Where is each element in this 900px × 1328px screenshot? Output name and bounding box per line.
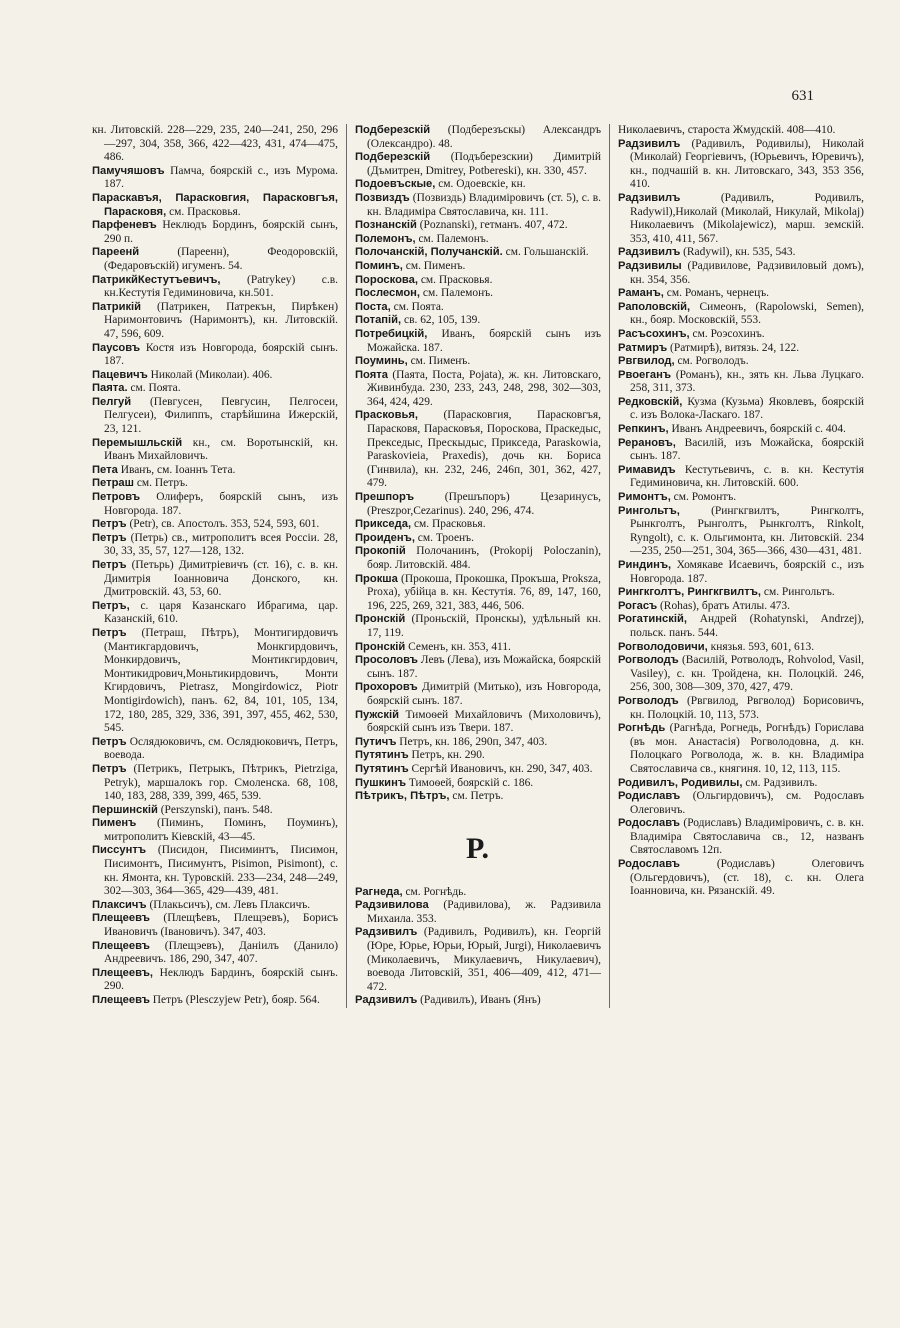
index-entry	[92, 301, 338, 342]
entry-text: Иванъ, см. Іоаннъ Тета.	[120, 463, 236, 476]
index-entry	[355, 641, 601, 655]
index-entry	[618, 641, 864, 655]
index-entry	[355, 192, 601, 219]
entry-text: Сергѣй Ивановичъ, кн. 290, 347, 403.	[411, 762, 593, 775]
entry-text: Петръ (Plesczyjew Petr), бояр. 564.	[152, 994, 320, 1006]
index-entry	[618, 260, 864, 287]
index-entry	[92, 912, 338, 939]
index-entry	[355, 274, 601, 288]
index-entry	[618, 369, 864, 396]
entry-headword: Пушкинъ	[355, 776, 406, 789]
index-entry	[618, 600, 864, 614]
entry-headword: Пужскій	[355, 708, 399, 721]
index-entry	[92, 994, 338, 1008]
index-entry	[92, 940, 338, 967]
entry-text: (Певгусен, Певгусин, Пелгосеи, Пелгусеи), Филиппъ, старѣйшина Ижерскій, 23, 121.	[104, 395, 338, 436]
entry-headword: Поста,	[355, 300, 391, 313]
index-entry	[92, 464, 338, 478]
index-entry	[92, 967, 338, 994]
entry-headword: Першинскій	[92, 803, 158, 816]
entry-headword: Петръ	[92, 531, 127, 544]
entry-headword: Прокопій	[355, 545, 406, 558]
entry-text: св. 62, 105, 139.	[404, 314, 481, 327]
entry-headword: Рогволодъ	[618, 654, 679, 667]
entry-text: (Петрь) св., митрополитъ всея Россіи. 28, 30, 33, 35, 57, 127—128, 132.	[104, 531, 338, 558]
index-entry	[618, 722, 864, 776]
entry-headword: Родославъ	[618, 858, 680, 871]
index-entry	[92, 246, 338, 273]
index-entry	[618, 124, 864, 138]
entry-text: с. царя Казанскаго Ибрагима, цар. Казанскій, 610.	[104, 599, 339, 626]
entry-text: см. Палемонъ.	[422, 287, 494, 300]
entry-text: (Perszynski), панъ. 548.	[160, 803, 273, 816]
index-column-3	[609, 124, 872, 1008]
entry-text: (Ратмирѣ), витязь. 24, 122.	[670, 341, 800, 354]
entry-text: кн. Литовскій. 228—229, 235, 240—241, 250, 296—297, 304, 358, 366, 422—423, 431, 474—475, 486.	[92, 124, 338, 164]
index-entry	[618, 423, 864, 437]
entry-headword: Петръ	[92, 626, 127, 639]
index-entry	[355, 532, 601, 546]
entry-headword: Писсунтъ	[92, 844, 146, 857]
entry-text: см. Рогволодъ.	[677, 355, 749, 368]
index-entry	[92, 396, 338, 437]
index-entry	[92, 342, 338, 369]
entry-headword: Рогатинскій,	[618, 613, 687, 626]
entry-text: Кестутьевичъ, с. в. кн. Кестутія Гедиминовича, кн. Литовскій. 600.	[630, 463, 865, 490]
entry-headword: Римонтъ,	[618, 491, 671, 504]
index-entry	[355, 314, 601, 328]
entry-text: см. Радзивилъ.	[745, 776, 818, 789]
entry-headword: Ратмиръ	[618, 341, 668, 354]
index-entry	[92, 844, 338, 898]
entry-headword: Прокша	[355, 572, 398, 585]
entry-text: (Petr), св. Апостолъ. 353, 524, 593, 601.	[129, 518, 320, 531]
entry-text: Василій, изъ Можайска, боярскій сынъ. 187.	[630, 436, 865, 463]
entry-headword: Плещеевъ	[92, 939, 150, 952]
entry-headword: Радзивилъ	[618, 137, 681, 150]
entry-headword: Радзивилы	[618, 259, 682, 272]
entry-text: (Подъберезскии) Димитрій (Дъмитрен, Dmitrey, Potbereski), кн. 330, 457.	[367, 151, 601, 177]
section-letter-heading: Р.	[465, 831, 491, 865]
index-entry	[92, 219, 338, 246]
entry-text: см. Петръ.	[452, 790, 504, 803]
entry-headword: Плещеевъ	[92, 912, 150, 925]
entry-text: Николай (Миколаи). 406.	[150, 368, 273, 381]
entry-text: (Паята, Поста, Pojata), ж. кн. Литовскаго, Живинбуда. 230, 233, 243, 248, 298, 302—303, 364, 424, 429.	[367, 368, 602, 408]
entry-headword: Радзивилъ	[355, 994, 418, 1007]
index-entry	[355, 369, 601, 410]
entry-text: Иванъ Андреевичъ, боярскій с. 404.	[671, 423, 846, 436]
entry-headword: Параскавъя, Парасковгия, Парасковгъя, Парасковя,	[92, 191, 338, 218]
entry-text: см. Романъ, чернецъ.	[666, 287, 770, 300]
index-entry	[355, 681, 601, 708]
entry-text: (Рагнѣда, Рогнедь, Рогнѣдъ) Горислава (въ мон. Анастасія) Рогволодовна, д. кн. Полоцкаго Рогволода, ж. в. кн. Владиміра Святославича св., княгиня. 10, 12, 113, 115.	[630, 722, 864, 775]
entry-headword: Рогасъ	[618, 599, 658, 612]
entry-headword: Рагнеда,	[355, 885, 403, 898]
entry-headword: Рогволодовичи,	[618, 640, 708, 653]
entry-text: (Poznanski), гетманъ. 407, 472.	[419, 219, 568, 232]
index-entry	[618, 654, 864, 695]
index-entry	[355, 233, 601, 247]
entry-text: Андрей (Rohatynski, Andrzej), польск. панъ. 544.	[630, 613, 864, 639]
entry-text: Памча, боярскій с., изъ Мурома. 187.	[104, 164, 338, 191]
index-entry	[355, 654, 601, 681]
entry-headword: Полочанскій, Получанскій.	[355, 246, 503, 259]
entry-text: (Василій, Ротволодъ, Rohvolod, Vasil, Vasiley), с. кн. Тройдена, кн. Полоцкій. 246, 256, 300, 308—309, 370, 427, 479.	[630, 654, 864, 694]
entry-text: см. Прасковья.	[413, 518, 486, 531]
entry-headword: Поята	[355, 368, 388, 381]
entry-text: (Подберезъскы) Александръ (Олександро). 48.	[367, 124, 601, 150]
index-entry	[92, 518, 338, 532]
entry-text: (Родиславъ) Олеговичъ (Ольгердовичъ), (ст. 18), с. кн. Олега Іоанновича, кн. Рязанскій. 49.	[630, 858, 864, 898]
entry-text: см. Прасковья.	[420, 273, 493, 286]
index-entry	[355, 409, 601, 491]
index-entry	[618, 301, 864, 328]
entry-text: см. Поята.	[130, 382, 181, 395]
entry-headword: Подоевъскые,	[355, 178, 436, 191]
index-entry	[92, 600, 338, 627]
index-entry	[92, 437, 338, 464]
index-entry	[618, 437, 864, 464]
entry-headword: Пороскова,	[355, 273, 418, 286]
entry-text: князья. 593, 601, 613.	[710, 640, 815, 653]
index-entry	[618, 817, 864, 858]
entry-text: Димитрій (Митько), изъ Новгорода, боярскій сынъ. 187.	[367, 681, 602, 707]
index-column-2	[346, 124, 609, 1008]
entry-text: Семенъ, кн. 353, 411.	[408, 640, 511, 653]
entry-text: см. Пименъ.	[410, 355, 471, 368]
entry-text: Левъ (Лева), изъ Можайска, боярскій сынъ. 187.	[367, 654, 601, 680]
index-entry	[355, 301, 601, 315]
entry-headword: Радзивилъ	[618, 246, 681, 259]
index-entry	[618, 858, 864, 899]
entry-headword: Пименъ	[92, 817, 137, 830]
index-entry	[355, 545, 601, 572]
entry-text: Кузма (Кузьма) Яковлевъ, боярскій с. изъ Волока-Ласкаго. 187.	[630, 395, 864, 422]
entry-text: кн., см. Воротынскій, кн. Иванъ Михайловичъ.	[104, 436, 339, 463]
entry-text: (Радивилъ, Родивилы), Николай (Миколай) Георгіевичъ, (Юрьевичъ, Юревичъ), кн., подчашій в. кн. Литовскаго, 343, 353 356, 410.	[630, 137, 864, 191]
entry-headword: Петръ	[92, 762, 127, 775]
entry-headword: Потапій,	[355, 314, 402, 327]
entry-headword: Просоловъ	[355, 654, 418, 667]
entry-headword: Путятинъ	[355, 749, 409, 762]
index-entry	[618, 491, 864, 505]
index-entry	[618, 559, 864, 586]
index-entry	[92, 627, 338, 736]
index-entry	[92, 192, 338, 219]
index-entry	[92, 274, 338, 301]
index-entry	[618, 505, 864, 559]
entry-headword: Патрикій	[92, 300, 142, 313]
entry-headword: Пацевичъ	[92, 368, 148, 381]
entry-headword: Пета	[92, 463, 118, 476]
entry-headword: Путичъ	[355, 735, 397, 748]
entry-text: (Парасковгия, Парасковгъя, Парасковя, Парасковъя, Пороскова, Праскедыс, Прекседыс, Прескыдыс, Прикседа, Paraskowia, Paraskovieia, Praxedis), дочь кн. Бориса (Гинвила), кн. 232, 246, 246п, 301, 362, 427, 479.	[367, 409, 602, 490]
entry-text: Ослядюковичъ, см. Ослядюковичъ, Петръ, воевода.	[104, 735, 338, 762]
entry-text: (Пиминъ, Поминъ, Поуминъ), митрополитъ Кіевскій, 43—45.	[104, 817, 338, 843]
entry-headword: Редковскій,	[618, 395, 683, 408]
entry-text: (Прокоша, Прокошка, Прокъша, Proksza, Proxa), убійца в. кн. Кестутія. 76, 89, 147, 160, 196, 225, 269, 321, 383, 446, 506.	[367, 572, 601, 612]
entry-headword: Познанскій	[355, 219, 417, 232]
entry-text: (Плакьсичъ), см. Левъ Плаксичъ.	[149, 898, 311, 911]
entry-text: (Писидон, Писиминтъ, Писимон, Писимонтъ, Писимунтъ, Pisimon, Pisimont), с. кн. Ямонта, кн. Туровскій. 233—234, 248—249, 302—303, 364—365, 429—439, 481.	[104, 844, 338, 898]
entry-text: см. Поята.	[393, 300, 444, 313]
entry-headword: Подберезскій	[355, 124, 431, 136]
entry-headword: Риндинъ,	[618, 559, 672, 571]
entry-text: (Радивилъ, Родивилъ, Radywil),Николай (Миколай, Никулай, Mikolaj) Николаевичъ (Mikolajewicz), марш. земскій. 353, 410, 411, 567.	[630, 191, 864, 245]
entry-headword: Римавидъ	[618, 463, 676, 476]
index-entry	[92, 382, 338, 396]
entry-headword: Радзивилова	[355, 899, 429, 912]
entry-text: см. Рогнѣдь.	[405, 885, 467, 898]
entry-text: Хомякаве Исаевичъ, боярскій с., изъ Новгорода. 187.	[630, 559, 864, 585]
index-entry	[355, 994, 601, 1008]
entry-text: см. Рингольтъ.	[763, 586, 835, 599]
index-entry	[92, 736, 338, 763]
entry-headword: Позвиздъ	[355, 191, 410, 204]
entry-headword: Расъсохинъ,	[618, 327, 690, 340]
entry-headword: Родиславъ	[618, 790, 681, 803]
index-entry	[355, 899, 601, 926]
entry-text: (Радивилъ, Родивилъ), кн. Георгій (Юре, Юрье, Юрьи, Юрый, Jurgi), Николаевичъ (Миколаевичъ, Микулаевичъ, Никулаевич), воевода Литовскій, 351, 406—409, 412, 471—472.	[367, 926, 602, 993]
entry-text: (Прешъпоръ) Цезаринусъ, (Preszpor,Cezarinus). 240, 296, 474.	[367, 491, 602, 517]
index-entry	[355, 355, 601, 369]
entry-text: (Пареенн), Феодоровскій, (Федаровъскій) игуменъ. 54.	[104, 246, 338, 272]
index-entry	[355, 709, 601, 736]
entry-headword: Плещеевъ	[92, 994, 150, 1006]
index-entry	[618, 586, 864, 600]
index-entry	[355, 518, 601, 532]
index-entry	[355, 777, 601, 791]
entry-headword: Рвоеганъ	[618, 368, 672, 381]
index-entry	[92, 165, 338, 192]
index-entry	[618, 695, 864, 722]
entry-headword: Паусовъ	[92, 341, 141, 354]
index-entry	[355, 287, 601, 301]
index-entry	[355, 749, 601, 763]
entry-text: (Плещѣевъ, Плещэевъ), Борисъ Ивановичъ (Івановичъ). 347, 403.	[104, 912, 338, 939]
index-entry	[92, 532, 338, 559]
index-entry	[355, 124, 601, 151]
index-entry	[618, 246, 864, 260]
index-entry	[355, 790, 601, 804]
index-entry	[355, 260, 601, 274]
index-entry	[355, 151, 601, 178]
entry-headword: Перемышльскій	[92, 436, 183, 449]
entry-headword: Петръ	[92, 559, 127, 571]
entry-headword: Поуминь,	[355, 355, 408, 368]
entry-headword: Раполовскій,	[618, 300, 691, 313]
entry-text: (Rohas), братъ Атилы. 473.	[660, 599, 790, 612]
index-entry	[355, 219, 601, 233]
index-entry	[618, 287, 864, 301]
entry-headword: Парфеневъ	[92, 219, 157, 232]
entry-text: (Позвиздь) Владиміровичъ (ст. 5), с. в. кн. Владиміра Святославича, кн. 111.	[367, 191, 602, 218]
entry-text: Николаевичъ, староста Жмудскій. 408—410.	[618, 124, 836, 136]
entry-headword: Петръ	[92, 735, 127, 748]
entry-headword: Петръ,	[92, 599, 130, 612]
entry-text: Петръ, кн. 186, 290п, 347, 403.	[399, 735, 548, 748]
entry-headword: Путятинъ	[355, 762, 409, 775]
entry-text: см. Петръ.	[136, 477, 188, 490]
index-column-1	[84, 124, 346, 1008]
entry-text: см. Прасковья.	[169, 205, 241, 218]
entry-text: (Плещэевъ), Даніилъ (Данило) Андреевичъ. 186, 290, 347, 407.	[104, 939, 338, 966]
entry-headword: Поминъ,	[355, 259, 403, 272]
entry-headword: Послесмон,	[355, 287, 421, 300]
entry-text: см. Палемонъ.	[418, 232, 489, 245]
index-entry	[92, 477, 338, 491]
entry-text: см. Троенъ.	[417, 531, 474, 544]
index-entry	[618, 777, 864, 791]
entry-headword: Пелгуй	[92, 395, 132, 408]
index-entry	[355, 886, 601, 900]
entry-headword: Памучяшовъ	[92, 164, 165, 177]
entry-headword: Рвгвилод,	[618, 355, 675, 368]
entry-headword: Пронскій	[355, 613, 406, 626]
entry-text: (Проньскій, Пронскы), удѣльный кн. 17, 119.	[367, 613, 601, 639]
entry-headword: Прохоровъ	[355, 681, 418, 694]
entry-text: (Радивилъ), Иванъ (Янъ)	[420, 994, 541, 1007]
entry-text: Костя изъ Новгорода, боярскій сынъ. 187.	[104, 341, 339, 368]
index-entry	[618, 192, 864, 246]
entry-text: (Петраш, Пѣтръ), Монтигирдовичъ (Мантикгардовичъ, Монкгирдовичъ, Монкирдовичъ, Монтикгирдович, Монтикидрович,Моньтикирдовичъ, Монти Кгирдовичъ, Pietrasz, Mongirdowicz, Piotr Montigirdowich), панъ. 62, 84, 101, 105, 134, 172, 180, 285, 329, 336, 391, 397, 455, 462, 530, 545.	[104, 626, 338, 735]
index-entry	[355, 246, 601, 260]
index-entry	[92, 817, 338, 844]
index-entry	[92, 804, 338, 818]
entry-headword: Радзивилъ	[355, 926, 418, 939]
entry-text: см. Пименъ.	[405, 259, 466, 272]
index-columns	[84, 124, 872, 1008]
entry-headword: Проиденъ,	[355, 531, 415, 544]
index-entry	[92, 491, 338, 518]
entry-text: Тимоѳей, боярскій с. 186.	[408, 776, 534, 789]
entry-text: (Рингкгвилтъ, Рингколтъ, Рынкголтъ, Рынголтъ, Рынкголтъ, Rinkolt, Ryngolt), с. к. Ольгимонта, кн. Литовскій. 234—235, 250—251, 304, 365—366, 430—431, 481.	[630, 504, 864, 558]
index-entry	[355, 178, 601, 192]
entry-text: (Родиславъ) Владиміровичъ, с. в. кн. Владиміра Святославича св., 12, названъ Святославомъ 12п.	[630, 817, 865, 857]
index-entry	[355, 328, 601, 355]
entry-text: (Патрикен, Патрекън, Пирѣкен) Наримонтовичъ (Наримонтъ), кн. Литовскій. 47, 596, 609.	[104, 300, 339, 340]
entry-text: Иванъ, боярскій сынъ изъ Можайска. 187.	[367, 327, 601, 354]
entry-headword: ПатрикйКестутъевичъ,	[92, 273, 221, 286]
entry-headword: Пѣтрикъ, Пѣтръ,	[355, 790, 450, 803]
index-entry	[618, 396, 864, 423]
index-entry	[618, 355, 864, 369]
entry-text: Тимоѳей Михайловичъ (Михоловичъ), боярскій сынъ изъ Твери. 187.	[367, 708, 601, 735]
entry-text: Петръ, кн. 290.	[411, 749, 485, 762]
entry-text: Симеонъ, (Rapolowski, Semen), кн., бояр. Московскій, 553.	[630, 300, 865, 327]
page-number: 631	[791, 88, 814, 104]
entry-headword: Полемонъ,	[355, 232, 416, 245]
index-entry	[92, 124, 338, 165]
index-entry	[355, 736, 601, 750]
entry-headword: Потребицкій,	[355, 327, 428, 340]
entry-text: (Радивилове, Радзивиловый домъ), кн. 354, 356.	[630, 259, 864, 286]
entry-text: (Radywil), кн. 535, 543.	[683, 246, 796, 259]
index-entry	[618, 342, 864, 356]
entry-headword: Подберезскій	[355, 151, 431, 164]
entry-text: (Рвгвилод, Рвгволод) Борисовичъ, кн. Полоцкій. 10, 113, 573.	[630, 694, 865, 721]
entry-headword: Прикседа,	[355, 518, 412, 531]
index-entry	[92, 369, 338, 383]
entry-headword: Рингольтъ,	[618, 504, 680, 517]
entry-headword: Плаксичъ	[92, 898, 147, 911]
entry-headword: Рингкголтъ, Рингкгвилтъ,	[618, 586, 762, 599]
entry-text: Неклюдъ Бординъ, боярскій сынъ, 290 п.	[104, 219, 339, 245]
index-entry	[355, 763, 601, 777]
entry-headword: Репкинъ,	[618, 423, 669, 436]
index-entry	[618, 138, 864, 192]
entry-headword: Родивилъ, Родивилы,	[618, 776, 743, 789]
index-entry	[618, 790, 864, 817]
index-entry	[92, 559, 338, 600]
entry-headword: Петраш	[92, 477, 134, 490]
entry-text: Неклюдъ Бардинъ, боярскій сынъ. 290.	[104, 966, 339, 993]
index-entry	[355, 573, 601, 614]
entry-headword: Родославъ	[618, 817, 680, 830]
entry-headword: Рерановъ,	[618, 436, 676, 449]
entry-text: см. Одоевскіе, кн.	[438, 178, 526, 191]
entry-text: Олиферъ, боярскій сынъ, изъ Новгорода. 187.	[104, 491, 339, 517]
entry-headword: Раманъ,	[618, 287, 664, 300]
entry-headword: Прешпоръ	[355, 491, 415, 504]
index-entry	[92, 763, 338, 804]
entry-text: (Patrykey) с.в. кн.Кестутія Гедиминовича, кн.501.	[104, 273, 338, 300]
entry-text: см. Гольшанскій.	[505, 246, 589, 259]
entry-headword: Паята.	[92, 382, 128, 395]
index-entry	[92, 899, 338, 913]
entry-text: см. Роэсохинъ.	[692, 327, 765, 340]
entry-text: (Радивилова), ж. Радзивила Михаила. 353.	[367, 899, 602, 925]
entry-text: см. Ромонтъ.	[673, 491, 737, 504]
index-entry	[355, 491, 601, 518]
index-entry	[355, 926, 601, 994]
entry-text: (Ольгирдовичъ), см. Родославъ Олеговичъ.	[630, 790, 864, 816]
index-entry	[618, 328, 864, 342]
entry-headword: Прасковья,	[355, 409, 418, 422]
entry-headword: Петръ	[92, 518, 127, 531]
entry-headword: Петровъ	[92, 491, 141, 504]
index-entry	[618, 613, 864, 640]
entry-headword: Рогнѣдь	[618, 722, 666, 735]
entry-headword: Плещеевъ,	[92, 966, 153, 979]
entry-text: (Петьрь) Димитріевичъ (ст. 16), с. в. кн. Димитрія Іоанновича Донского, кн. Дмитровскій. 43, 53, 60.	[104, 559, 338, 599]
entry-headword: Радзивилъ	[618, 191, 681, 204]
entry-text: (Петрикъ, Петрыкъ, Пѣтрикъ, Pietrziga, Petryk), маршалокъ гор. Смоленска. 68, 108, 140, 183, 288, 339, 399, 465, 539.	[104, 762, 339, 803]
entry-text: Полочанинъ, (Prokopij Poloczanin), бояр. Литовскій. 484.	[367, 545, 602, 571]
index-entry	[355, 613, 601, 640]
entry-headword: Пронскій	[355, 640, 406, 653]
entry-text: (Романъ), кн., зять кн. Льва Луцкаго. 258, 311, 373.	[630, 368, 865, 395]
index-entry	[618, 464, 864, 491]
entry-headword: Рогволодъ	[618, 694, 679, 707]
entry-headword: Пареенй	[92, 246, 140, 259]
